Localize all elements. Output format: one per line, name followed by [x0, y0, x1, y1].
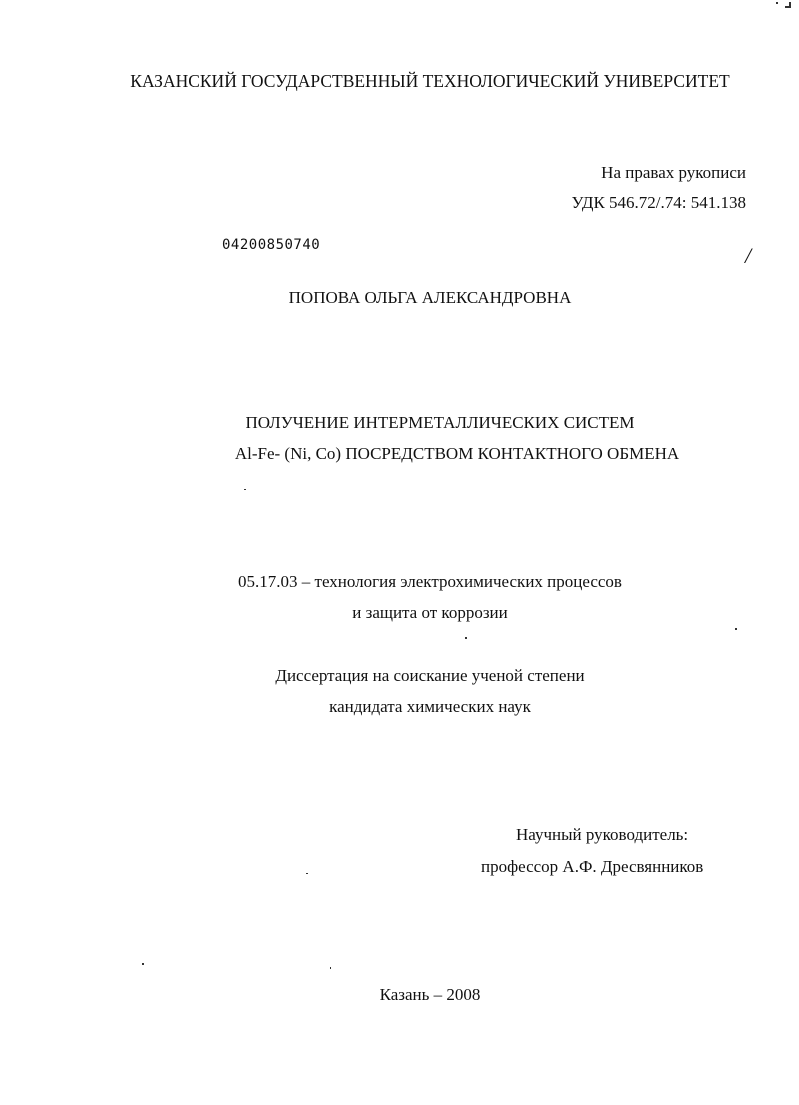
supervisor-label: Научный руководитель:	[516, 825, 689, 844]
scan-speck	[306, 873, 308, 874]
udk-code: УДК 546.72/.74: 541.138	[571, 193, 746, 212]
rights-notice: На правах рукописи	[601, 163, 746, 182]
title-line-2: Al-Fe- (Ni, Co) ПОСРЕДСТВОМ КОНТАКТНОГО ОБМЕНА	[234, 444, 680, 463]
scan-speck	[142, 963, 144, 965]
place-and-year: Казань – 2008	[379, 985, 481, 1004]
specialty-line-1: 05.17.03 – технология электрохимических процессов	[238, 572, 622, 591]
university-name: КАЗАНСКИЙ ГОСУДАРСТВЕННЫЙ ТЕХНОЛОГИЧЕСКИЙ УНИВЕРСИТЕТ	[130, 71, 730, 91]
scan-speck	[244, 489, 246, 490]
degree-line-2: кандидата химических наук	[329, 697, 531, 716]
scan-speck	[776, 2, 778, 4]
scan-speck	[330, 967, 331, 969]
specialty-line-2: и защита от коррозии	[352, 603, 508, 622]
author-name: ПОПОВА ОЛЬГА АЛЕКСАНДРОВНА	[288, 288, 572, 307]
scan-speck	[789, 2, 791, 8]
scan-speck	[465, 637, 467, 639]
scan-speck	[735, 628, 737, 630]
catalog-number: 04200850740	[222, 237, 321, 253]
supervisor-name: профессор А.Ф. Дресвянников	[481, 857, 704, 876]
handwritten-mark: /	[745, 243, 752, 268]
degree-line-1: Диссертация на соискание ученой степени	[275, 666, 585, 685]
title-line-1: ПОЛУЧЕНИЕ ИНТЕРМЕТАЛЛИЧЕСКИХ СИСТЕМ	[245, 413, 635, 432]
